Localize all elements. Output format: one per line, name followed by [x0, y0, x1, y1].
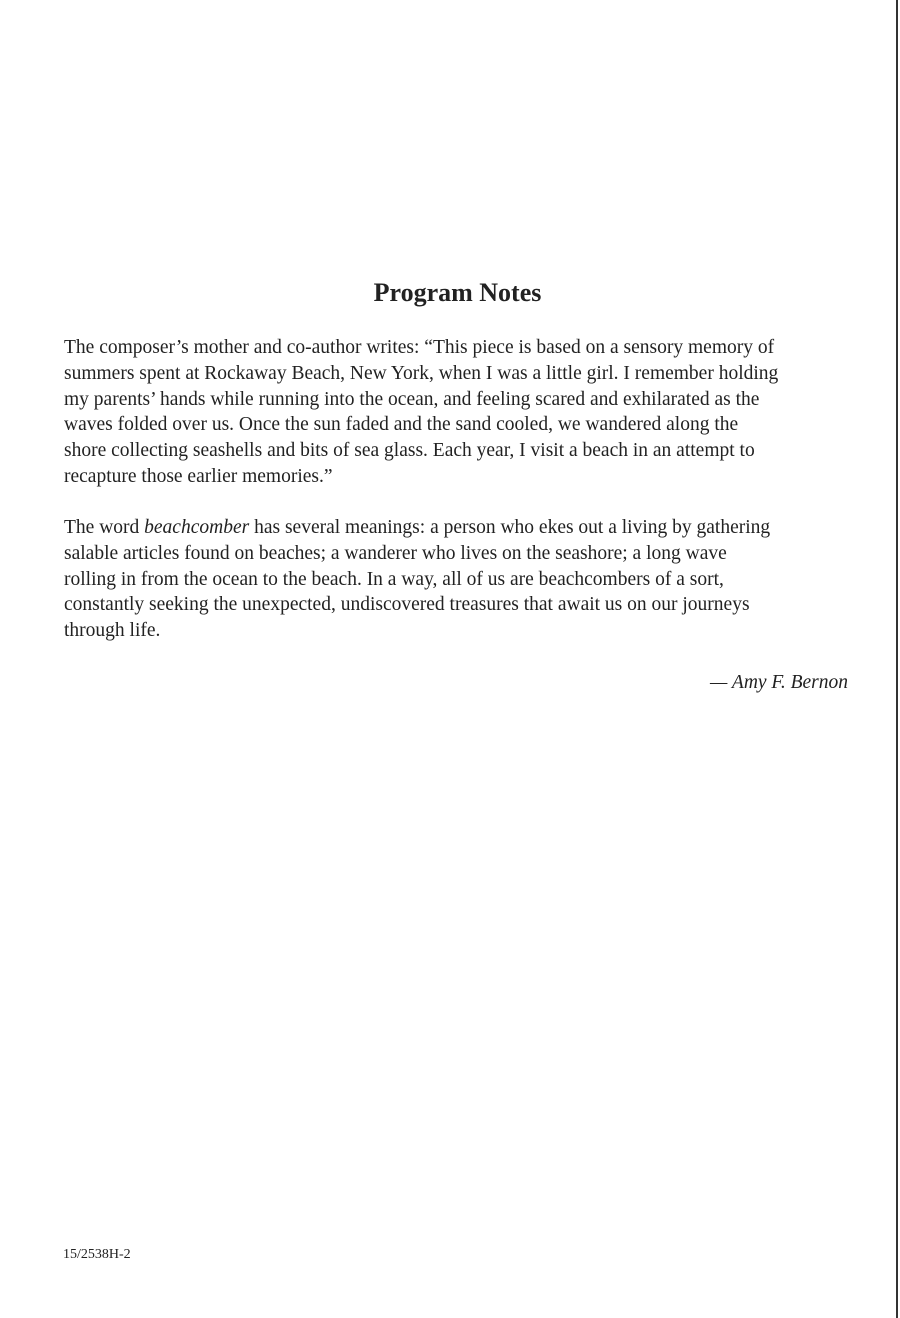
author-signature: — Amy F. Bernon: [710, 672, 848, 693]
text-line: The composer’s mother and co-author writes: “This piece is based on a sensory memory of: [64, 337, 775, 358]
page-title: Program Notes: [373, 278, 542, 307]
text-line: recapture those earlier memories.”: [64, 465, 333, 487]
italic-term: beachcomber: [144, 517, 250, 538]
paragraph-beachcomber-meaning: [64, 515, 854, 644]
catalog-code: 15/2538H-2: [63, 1247, 131, 1262]
text-segment: has several meanings: a person who ekes out a living by gathering: [249, 517, 771, 538]
text-line: through life.: [64, 620, 161, 642]
text-line: waves folded over us. Once the sun faded and the sand cooled, we wandered along the: [64, 414, 739, 436]
text-segment: The word: [64, 517, 145, 538]
text-line: summers spent at Rockaway Beach, New York, when I was a little girl. I remember holding: [64, 362, 779, 384]
text-line: salable articles found on beaches; a wanderer who lives on the seashore; a long wave: [64, 542, 727, 564]
text-line: my parents’ hands while running into the ocean, and feeling scared and exhilarated as the: [64, 388, 760, 410]
paragraph-composer-quote: [64, 335, 854, 490]
text-line: shore collecting seashells and bits of sea glass. Each year, I visit a beach in an attempt to: [64, 440, 755, 462]
text-line: constantly seeking the unexpected, undiscovered treasures that await us on our journeys: [64, 594, 750, 616]
text-line: [64, 515, 854, 541]
text-line: rolling in from the ocean to the beach. In a way, all of us are beachcombers of a sort,: [64, 568, 724, 590]
